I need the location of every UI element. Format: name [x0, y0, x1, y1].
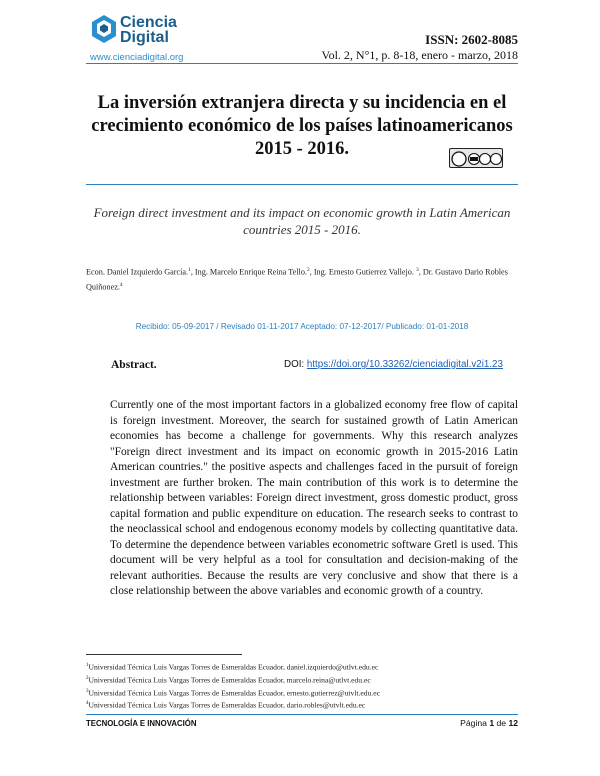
footnote-number: 3 — [86, 688, 89, 694]
footnote-number: 1 — [86, 663, 89, 668]
footnote-number: 2 — [86, 675, 89, 681]
author: Econ. Daniel Izquierdo García. — [86, 267, 189, 277]
title-divider — [86, 184, 518, 185]
footnote-text: Universidad Técnica Luis Vargas Torres de Esmeraldas Ecuador, ernesto.gutierrez@utvlt.edu.ec — [88, 688, 381, 698]
footnote-text: Universidad Técnica Luis Vargas Torres de Esmeraldas Ecuador, daniel.izquierdo@utlvt.edu.ec — [88, 662, 379, 672]
footnote — [86, 673, 518, 686]
paper-title: La inversión extranjera directa y su incidencia en el crecimiento económico de los países latinoamericanos 2015 - 2016. — [91, 93, 513, 159]
journal-info: Vol. 2, N°1, p. 8-18, enero - marzo, 2018 — [321, 48, 518, 62]
journal-url[interactable]: www.cienciadigital.org — [90, 52, 184, 63]
author: Dr. Gustavo Dario Robles Quiñonez. — [86, 267, 508, 292]
page-of-label: de — [496, 718, 507, 728]
english-title: Foreign direct investment and its impact on economic growth in Latin American countries 2015 - 2016. — [93, 205, 511, 237]
footnote-number: 4 — [86, 701, 89, 707]
header-divider — [86, 63, 518, 64]
author: Ing. Marcelo Enrique Reina Tello. — [194, 267, 307, 277]
author-note: 2 — [306, 267, 310, 273]
logo-name: Ciencia Digital — [120, 14, 177, 46]
abstract-heading: Abstract. — [111, 359, 157, 371]
footnote — [86, 686, 518, 699]
issn: ISSN: 2602-8085 — [425, 32, 518, 47]
doi — [284, 359, 503, 370]
footer-divider — [86, 714, 518, 715]
doi-label: DOI: — [284, 359, 305, 370]
abstract-text: Currently one of the most important factors in a globalized economy free flow of capital is foreign investment. Moreover, the search for sustained growth of Latin American economies has become a challenge for governments. Why this research analyzes "Foreign direct investment and its impact on economic growth in 2015-2016 Latin American countries." the positive aspects and challenges faced in the pursuit of foreign investment are further broken. The main contribution of this work is to determine the relationship between variables: Foreign direct investment, gross domestic product, gross capital formation and public expenditure on education. The research seeks to contrast to the neoclassical school and endogenous economy models by collecting quantitative data. To determine the dependence between variables econometric software Gretl is used. This document will be very helpful as a tool for consultation and decision-making of the relevant authorities. Because the results are very conclusive and show that there is a close relationship between the above variables and economic growth of a country. — [110, 399, 518, 597]
ciencia-digital-logo-icon — [90, 14, 118, 48]
author-note: 3 — [415, 267, 419, 273]
footnote — [86, 698, 518, 711]
footnote-text: Universidad Técnica Luis Vargas Torres de Esmeraldas Ecuador, dario.robles@utvlt.edu.ec — [88, 701, 366, 711]
publication-dates: Recibido: 05-09-2017 / Revisado 01-11-2017 Aceptado: 07-12-2017/ Publicado: 01-01-2018 — [135, 322, 469, 331]
page-indicator — [460, 718, 518, 728]
author: Ing. Ernesto Gutierrez Vallejo. — [313, 267, 414, 277]
footer-section-label: TECNOLOGÍA E INNOVACIÓN — [86, 719, 197, 728]
footnotes — [86, 660, 518, 711]
page-total: 12 — [508, 718, 518, 728]
footnote — [86, 660, 518, 673]
author-note: 1 — [188, 267, 191, 273]
creative-commons-license-icon[interactable] — [449, 148, 503, 168]
page-number: 1 — [489, 718, 495, 728]
footnote-divider — [86, 654, 242, 655]
author-note: 4 — [119, 281, 123, 288]
doi-link[interactable]: https://doi.org/10.33262/cienciadigital.v2i1.23 — [306, 359, 503, 370]
footnote-text: Universidad Técnica Luis Vargas Torres de Esmeraldas Ecuador, marcelo.reina@utlvt.edu.ec — [88, 675, 371, 685]
page-label: Página — [460, 718, 487, 728]
author-list: Econ. Daniel Izquierdo García.$^1$, Ing. Marcelo Enrique Reina Tello.$^2$, Ing. Ernesto Gutierrez Vallejo. $^3$, Dr. Gustavo Dario Robles Quiñonez.$^4$ — [86, 267, 508, 292]
